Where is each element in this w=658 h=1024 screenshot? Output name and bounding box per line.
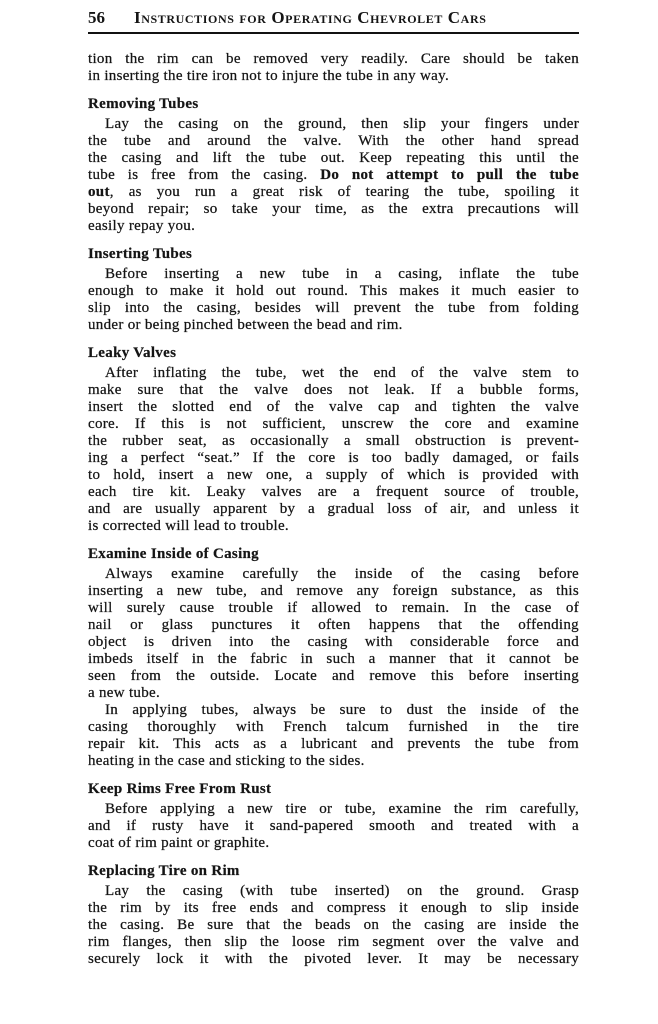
text-line: enough to make it hold out round. This makes it much easier to <box>88 283 579 299</box>
text-line: and if rusty have it sand-papered smooth and treated with a <box>88 818 579 834</box>
text-line: the casing. Be sure that the beads on the casing are inside the <box>88 917 579 933</box>
text-line: Before inserting a new tube in a casing, inflate the tube <box>105 266 579 282</box>
paragraph <box>88 801 579 852</box>
text-line: rim flanges, then slip the loose rim segment over the valve and <box>88 934 579 950</box>
section <box>88 545 579 770</box>
section <box>88 344 579 535</box>
paragraph <box>88 116 579 235</box>
running-title: Instructions for Operating Chevrolet Cars <box>134 8 487 27</box>
text-line: beyond repair; so take your time, as the extra precautions will <box>88 201 579 217</box>
text-line: seen from the outside. Locate and remove this before inserting <box>88 668 579 684</box>
text-line: object is driven into the casing with considerable force and <box>88 634 579 650</box>
bold-text: Do not attempt to pull the tube <box>320 167 579 183</box>
text-line: ing a perfect “seat.” If the core is too badly damaged, or fails <box>88 450 579 466</box>
paragraph <box>88 883 579 968</box>
page-body <box>88 51 579 968</box>
text-line: Always examine carefully the inside of the casing before <box>105 566 579 582</box>
text-line: Lay the casing on the ground, then slip your fingers under <box>105 116 579 132</box>
text-line: casing thoroughly with French talcum furnished in the tire <box>88 719 579 735</box>
text-line: the casing and lift the tube out. Keep repeating this until the <box>88 150 579 166</box>
section-heading: Keep Rims Free From Rust <box>88 781 272 797</box>
section <box>88 780 579 852</box>
text-line: and are usually apparent by a gradual loss of air, and unless it <box>88 501 579 517</box>
text-line: will surely cause trouble if allowed to remain. In the case of <box>88 600 579 616</box>
paragraph <box>88 365 579 535</box>
section <box>88 51 579 85</box>
text-line: tion the rim can be removed very readily. Care should be taken <box>88 51 579 67</box>
bold-text: out <box>88 184 110 200</box>
text-line: easily repay you. <box>88 218 196 234</box>
section-heading: Leaky Valves <box>88 345 177 361</box>
text-line: nail or glass punctures it often happens that the offending <box>88 617 579 633</box>
section-heading: Examine Inside of Casing <box>88 546 259 562</box>
text-segment: , as you run a great risk of tearing the tube, spoiling it <box>109 184 579 200</box>
text-line: the rim by its free ends and compress it enough to slip inside <box>88 900 579 916</box>
text-line: make sure that the valve does not leak. If a bubble forms, <box>88 382 579 398</box>
text-line <box>88 167 579 184</box>
text-line: imbeds itself in the fabric in such a manner that it cannot be <box>88 651 579 667</box>
section <box>88 245 579 334</box>
paragraph <box>88 566 579 702</box>
text-line: to hold, insert a new one, a supply of which is provided with <box>88 467 579 483</box>
text-line: the rubber seat, as occasionally a small obstruction is prevent- <box>88 433 579 449</box>
section-heading: Removing Tubes <box>88 96 199 112</box>
text-line: securely lock it with the pivoted lever. It may be necessary <box>88 951 579 967</box>
text-line: the tube and around the valve. With the other hand spread <box>88 133 579 149</box>
text-line: Before applying a new tire or tube, examine the rim carefully, <box>105 801 579 817</box>
text-line: heating in the case and sticking to the sides. <box>88 753 365 769</box>
text-line: in inserting the tire iron not to injure the tube in any way. <box>88 68 449 84</box>
running-header <box>88 8 579 34</box>
text-line: under or being pinched between the bead and rim. <box>88 317 403 333</box>
text-line: inserting a new tube, and remove any foreign substance, as this <box>88 583 579 599</box>
paragraph <box>88 702 579 770</box>
text-line: slip into the casing, besides will prevent the tube from folding <box>88 300 579 316</box>
document-page <box>88 8 579 968</box>
text-line: is corrected will lead to trouble. <box>88 518 289 534</box>
text-line: Lay the casing (with tube inserted) on the ground. Grasp <box>105 883 579 899</box>
section-heading: Replacing Tire on Rim <box>88 863 240 879</box>
paragraph <box>88 51 579 85</box>
page-number: 56 <box>88 8 105 27</box>
section <box>88 95 579 235</box>
text-line: a new tube. <box>88 685 161 701</box>
text-line: After inflating the tube, wet the end of the valve stem to <box>105 365 579 381</box>
section-heading: Inserting Tubes <box>88 246 193 262</box>
text-line <box>88 184 579 201</box>
text-line: coat of rim paint or graphite. <box>88 835 270 851</box>
text-line: core. If this is not sufficient, unscrew the core and examine <box>88 416 579 432</box>
text-line: In applying tubes, always be sure to dust the inside of the <box>105 702 579 718</box>
text-line: insert the slotted end of the valve cap and tighten the valve <box>88 399 579 415</box>
text-line: each tire kit. Leaky valves are a frequent source of trouble, <box>88 484 579 500</box>
section <box>88 862 579 968</box>
text-segment: tube is free from the casing. <box>88 167 321 183</box>
text-line: repair kit. This acts as a lubricant and prevents the tube from <box>88 736 579 752</box>
paragraph <box>88 266 579 334</box>
